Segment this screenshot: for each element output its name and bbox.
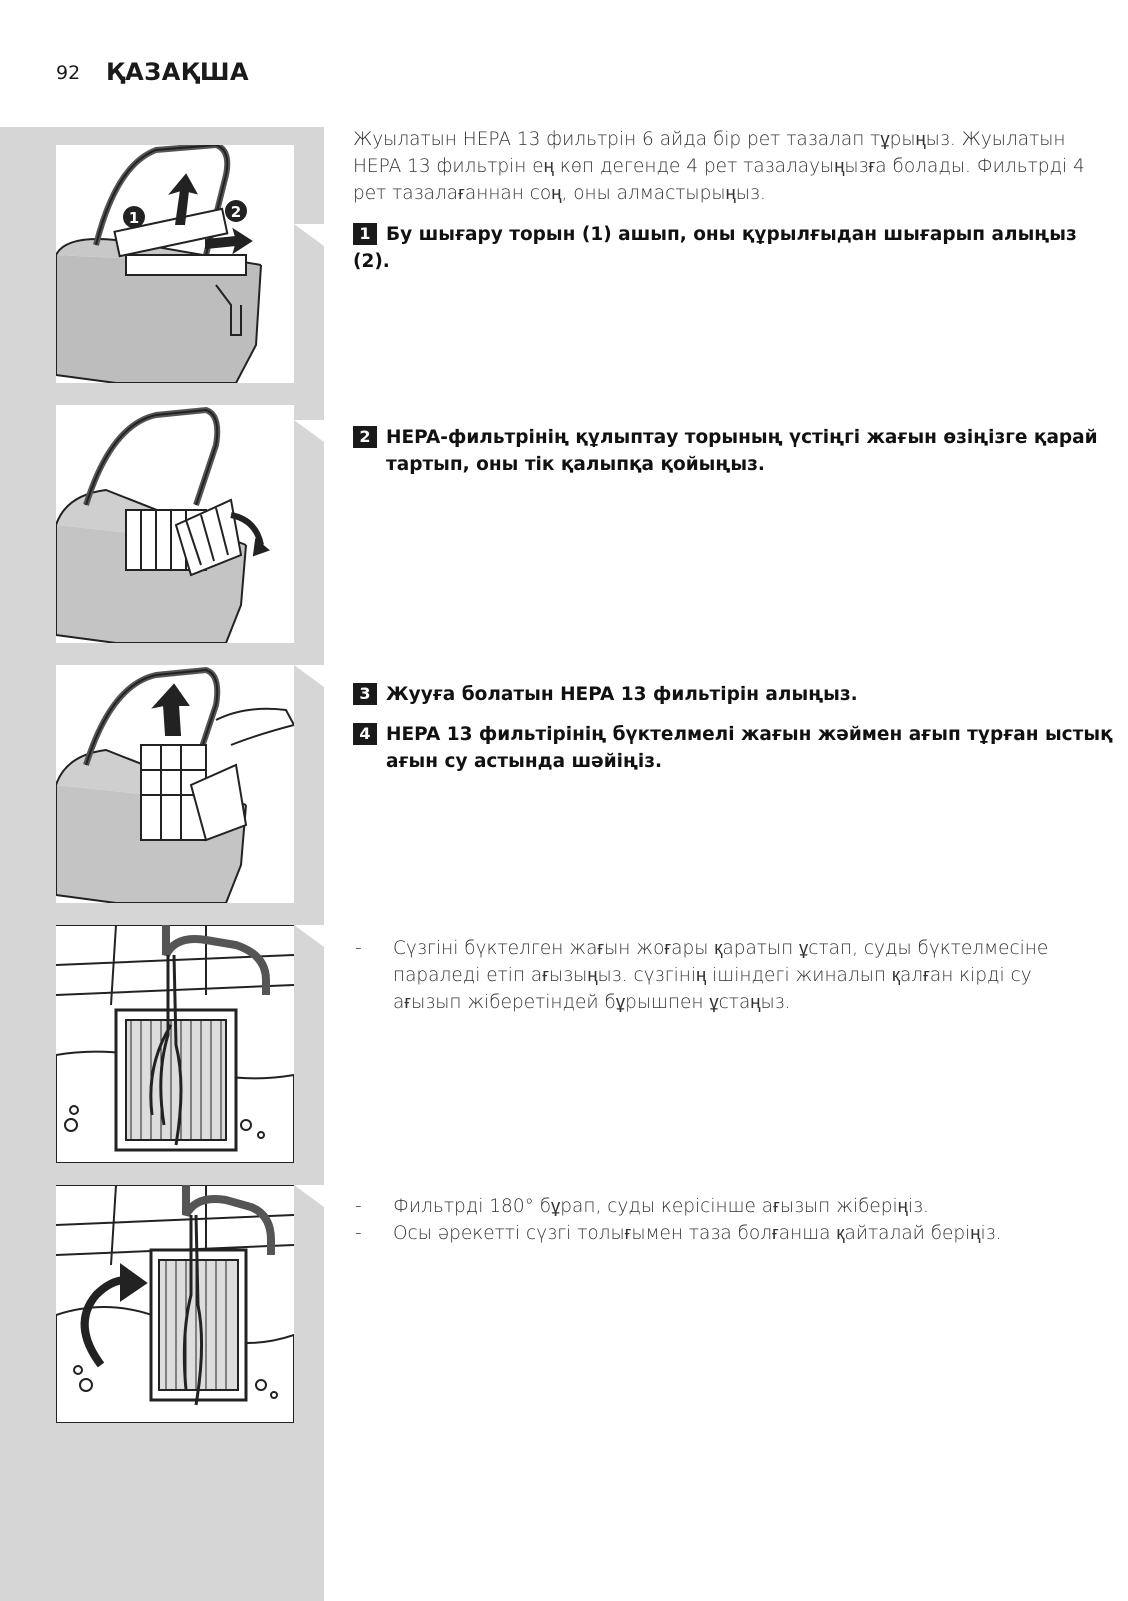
pointer-arrow <box>294 420 324 442</box>
list-item <box>353 1193 1093 1220</box>
step-number: 2 <box>353 426 377 448</box>
pointer-arrow <box>294 1185 324 1207</box>
step-2 <box>353 424 1116 478</box>
step-text: Бу шығару торын (1) ашып, оны құрылғыдан шығарып алыңыз (2). <box>353 224 1077 272</box>
illustration-remove-hepa-filter <box>56 665 294 903</box>
step-number: 4 <box>353 723 377 745</box>
step-1 <box>353 221 1083 275</box>
step-number: 3 <box>353 683 377 705</box>
step-text: HEPA 13 фильтірінің бүктелмелі жағын жәймен ағып тұрған ыстық ағын су астында шәйіңіз. <box>386 724 1113 772</box>
pointer-arrow <box>294 925 324 947</box>
pointer-arrow <box>294 665 324 687</box>
language-heading: ҚАЗАҚША <box>106 58 250 86</box>
bullet-list-rinse <box>353 935 1093 1016</box>
list-item <box>353 1220 1093 1247</box>
illustration-turn-filter <box>56 1185 294 1423</box>
page-number: 92 <box>56 62 81 84</box>
bullet-text: Фильтрді 180° бұрап, суды керісінше ағызып жіберіңіз. <box>393 1196 929 1217</box>
illustration-tilt-hepa-grille <box>56 405 294 643</box>
bullet-dash: - <box>355 1196 362 1217</box>
step-3 <box>353 681 1083 708</box>
list-item <box>353 935 1093 1016</box>
bullet-list-turn <box>353 1193 1093 1247</box>
illustration-remove-exhaust-grille <box>56 145 294 383</box>
step-text: HEPA-фильтрінің құлыптау торының үстіңгі жағын өзіңізге қарай тартып, оны тік қалыпқа қойыңыз. <box>386 427 1098 475</box>
callout-1: 1 <box>128 209 140 227</box>
bullet-text: Сүзгіні бүктелген жағын жоғары қаратып ұстап, суды бүктелмесіне параледі етіп ағызыңыз. сүзгінің ішіндегі жиналып қалған кірді су ағызып жіберетіндей бұрышпен ұстаңыз. <box>393 938 1049 1013</box>
step-4 <box>353 721 1116 775</box>
callout-2: 2 <box>230 203 242 221</box>
bullet-dash: - <box>355 938 362 959</box>
step-text: Жууға болатын HEPA 13 фильтірін алыңыз. <box>386 684 858 705</box>
illustration-rinse-filter <box>56 925 294 1163</box>
intro-paragraph: Жуылатын HEPA 13 фильтрін 6 айда бір рет тазалап тұрыңыз. Жуылатын HEPA 13 фильтрін ең көп дегенде 4 рет тазалауыңызға болады. Фильтрді 4 рет тазалағаннан соң, оны алмастырыңыз. <box>353 129 1085 204</box>
pointer-arrow <box>294 224 324 246</box>
bullet-text: Осы әрекетті сүзгі толығымен таза болғанша қайталай беріңіз. <box>393 1223 1002 1244</box>
bullet-dash: - <box>355 1223 362 1244</box>
step-number: 1 <box>353 223 377 245</box>
